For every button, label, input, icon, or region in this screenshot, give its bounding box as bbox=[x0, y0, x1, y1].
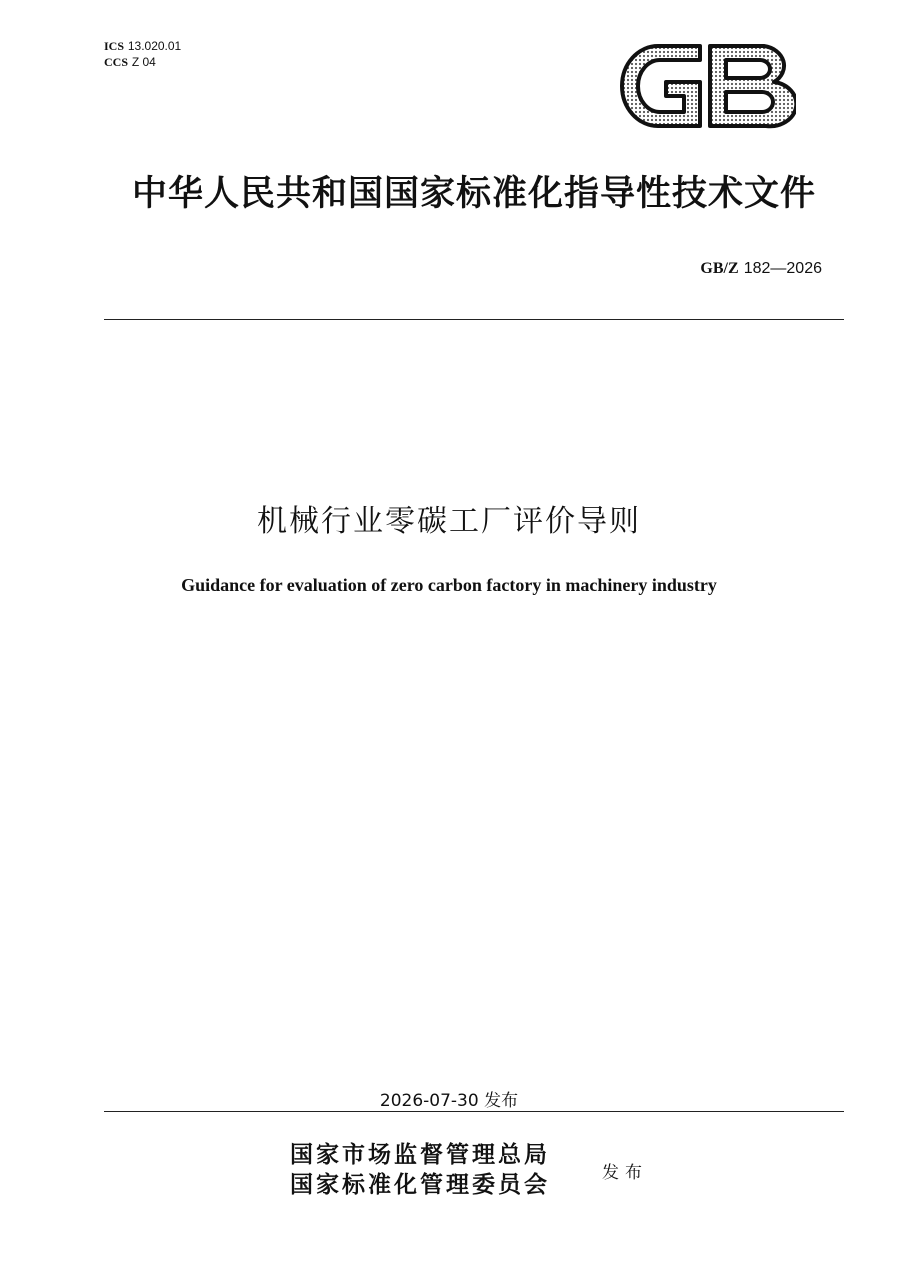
release-date: 2026-07-30 发布 bbox=[379, 1091, 519, 1111]
title-chinese: 机械行业零碳工厂评价导则 bbox=[257, 504, 641, 539]
ics-code bbox=[104, 38, 181, 54]
ics-value: 13.020.01 bbox=[127, 39, 182, 53]
classification-codes bbox=[104, 38, 181, 70]
issue-label: 发布 bbox=[602, 1163, 648, 1183]
issuer-sac: 国家标准化管理委员会 bbox=[290, 1171, 550, 1198]
issuing-authorities bbox=[290, 1140, 550, 1200]
ics-label: ICS bbox=[104, 39, 125, 53]
gb-logo bbox=[614, 38, 796, 134]
bottom-divider bbox=[104, 1111, 844, 1112]
document-type-heading: 中华人民共和国国家标准化指导性技术文件 bbox=[131, 174, 816, 214]
top-divider bbox=[104, 319, 844, 320]
standard-code: 182—2026 bbox=[743, 260, 822, 277]
standard-prefix: GB/Z bbox=[700, 260, 739, 277]
title-english: Guidance for evaluation of zero carbon factory in machinery industry bbox=[181, 575, 717, 595]
ccs-code bbox=[104, 54, 181, 70]
ccs-label: CCS bbox=[104, 55, 129, 69]
issuer-samr: 国家市场监督管理总局 bbox=[290, 1141, 550, 1168]
ccs-value: Z 04 bbox=[131, 55, 156, 69]
standard-number bbox=[700, 258, 822, 278]
